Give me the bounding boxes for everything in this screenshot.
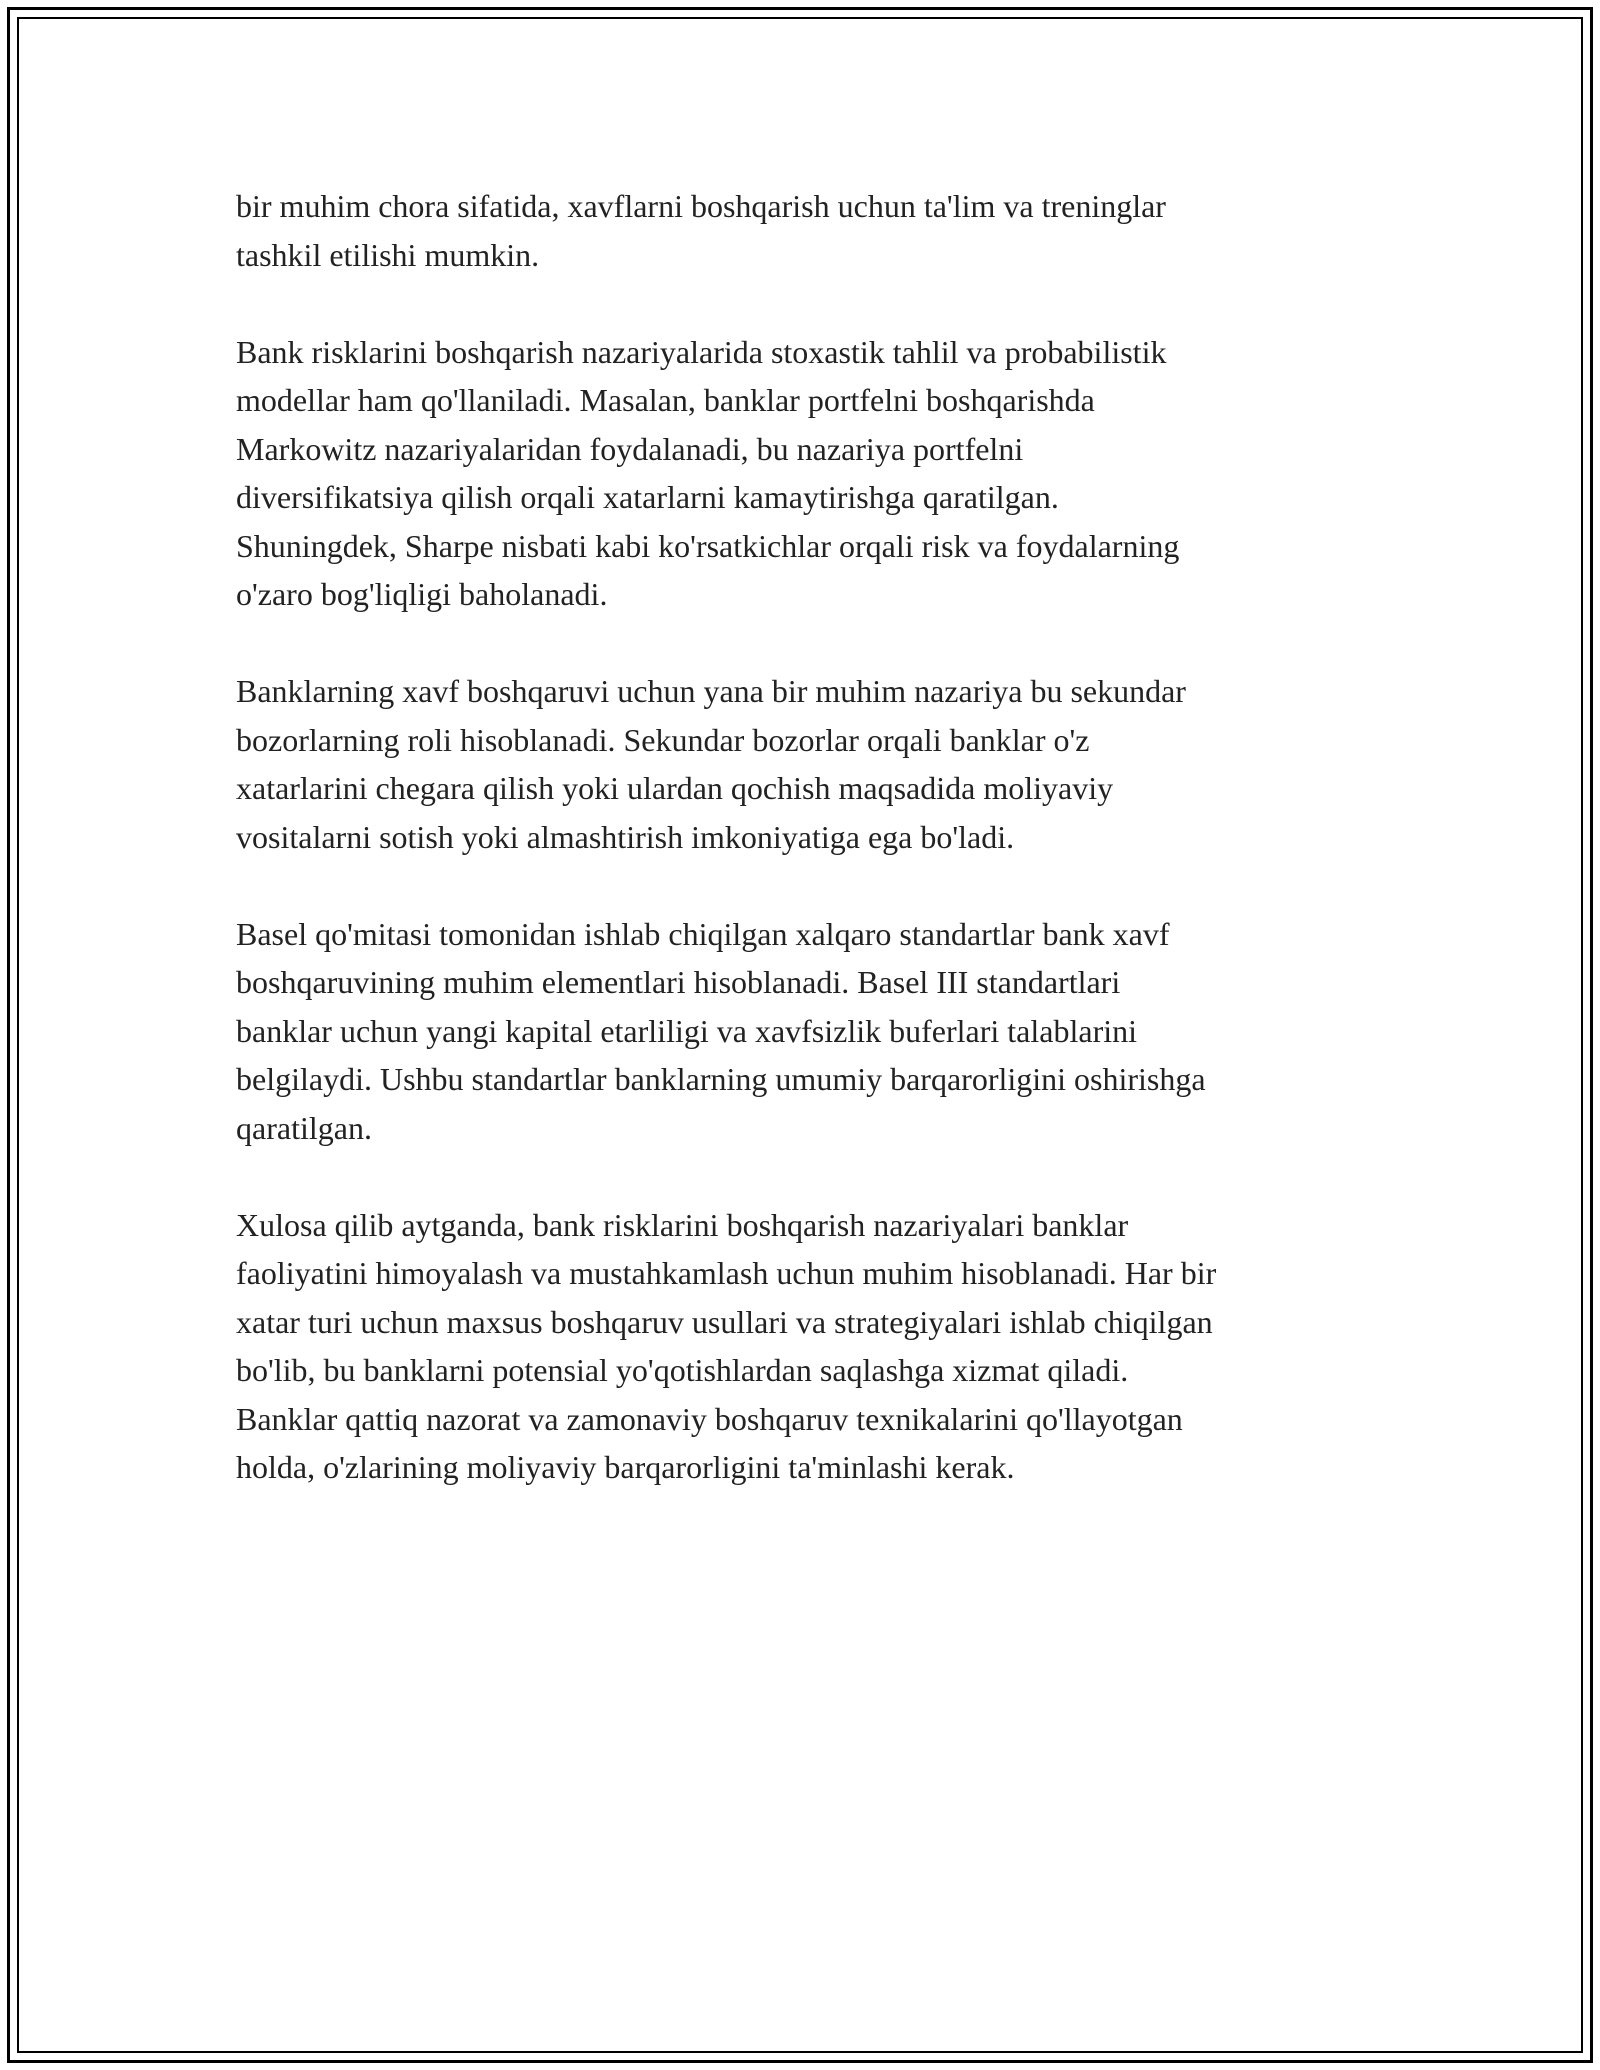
paragraph-conclusion: Xulosa qilib aytganda, bank risklarini boshqarish nazariyalari banklar faoliyatini himoyalash va mustahkamlash uchun muhim hisoblanadi. Har bir xatar turi uchun maxsus boshqaruv usullari va strategiyalari ishlab chiqilgan bo'lib, bu banklarni potensial yo'qotishlardan saqlashga xizmat qiladi. Banklar qattiq nazorat va zamonaviy boshqaruv texnikalarini qo'llayotgan holda, o'zlarining moliyaviy barqarorligini ta'minlashi kerak.: [236, 1206, 1217, 1485]
paragraph-secondary-markets: Banklarning xavf boshqaruvi uchun yana bir muhim nazariya bu sekundar bozorlarning roli hisoblanadi. Sekundar bozorlar orqali banklar o'z xatarlarini chegara qilish yoki ulardan qochish maqsadida moliyaviy vositalarni sotish yoki almashtirish imkoniyatiga ega bo'ladi.: [236, 673, 1186, 855]
paragraph-stochastic-models: Bank risklarini boshqarish nazariyalarida stoxastik tahlil va probabilistik modellar ham qo'llaniladi. Masalan, banklar portfelni boshqarishda Markowitz nazariyalaridan foydalanadi, bu nazariya portfelni diversifikatsiya qilish orqali xatarlarni kamaytirishga qaratilgan. Shuningdek, Sharpe nisbati kabi ko'rsatkichlar orqali risk va foydalarning o'zaro bog'liqligi baholanadi.: [236, 333, 1180, 612]
paragraph-basel-standards: Basel qo'mitasi tomonidan ishlab chiqilgan xalqaro standartlar bank xavf boshqaruvining muhim elementlari hisoblanadi. Basel III standartlari banklar uchun yangi kapital etarliligi va xavfsizlik buferlari talablarini belgilaydi. Ushbu standartlar banklarning umumiy barqarorligini oshirishga qaratilgan.: [236, 915, 1206, 1146]
paragraph-training: bir muhim chora sifatida, xavflarni boshqarish uchun ta'lim va treninglar tashkil etilishi mumkin.: [236, 188, 1166, 273]
document-body: [236, 182, 1376, 1540]
